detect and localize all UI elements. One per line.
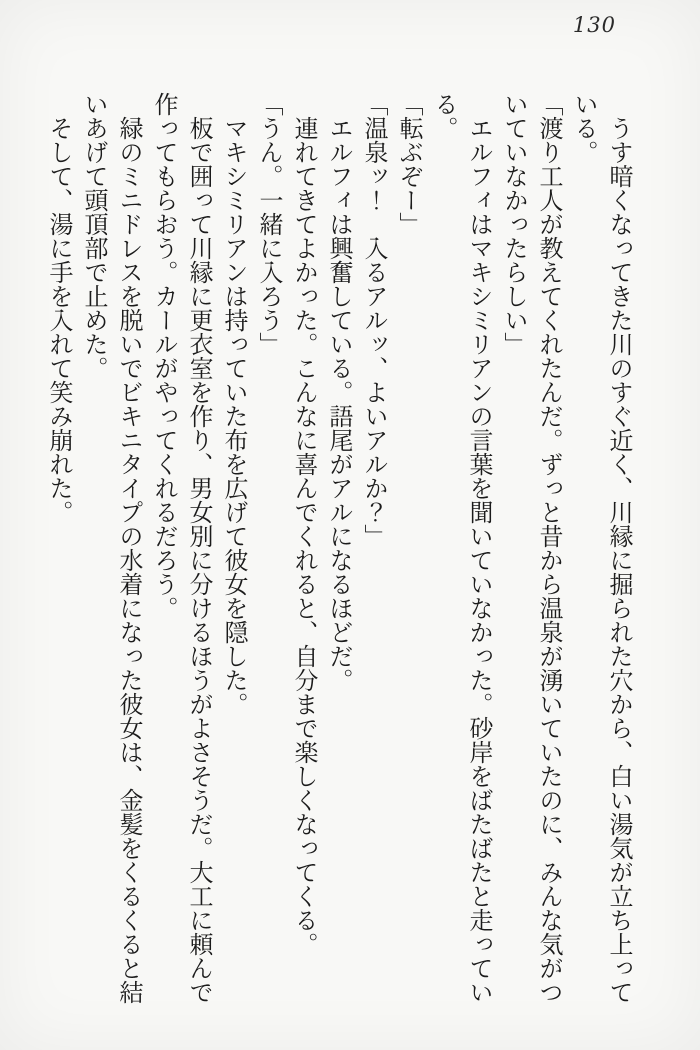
paragraph: そして、湯に手を入れて笑み崩れた。 <box>45 116 73 524</box>
text-area <box>41 92 636 1006</box>
paragraph: エルフィはマキシミリアンの言葉を聞いていなかった。砂岸をばたばたと走っている。 <box>430 92 493 1004</box>
paragraph-dialogue: 「うん。一緒に入ろう」 <box>255 92 283 356</box>
paragraph-dialogue: 「温泉ッ！ 入るアルッ、よいアルか？」 <box>360 92 388 548</box>
paragraph-dialogue: 「渡り工人が教えてくれたんだ。ずっと昔から温泉が湧いていたのに、みんな気がついていなかったらしい」 <box>500 92 563 1004</box>
paragraph: 連れてきてよかった。こんなに喜んでくれると、自分まで楽しくなってくる。 <box>290 116 318 956</box>
paragraph: 緑のミニドレスを脱いでビキニタイプの水着になった彼女は、金髪をくるくると結いあげて頭頂部で止めた。 <box>80 92 143 1004</box>
paragraph: エルフィは興奮している。語尾がアルになるほどだ。 <box>325 116 353 692</box>
paragraph: 板で囲って川縁に更衣室を作り、男女別に分けるほうがよさそうだ。大工に頼んで作ってもらおう。カールがやってくれるだろう。 <box>150 92 213 1004</box>
paragraph: マキシミリアンは持っていた布を広げて彼女を隠した。 <box>220 116 248 716</box>
paragraph: うす暗くなってきた川のすぐ近く、川縁に掘られた穴から、白い湯気が立ち上っている。 <box>570 92 633 1004</box>
paragraph-dialogue: 「転ぶぞー」 <box>395 92 423 236</box>
page-number: 130 <box>572 13 616 37</box>
